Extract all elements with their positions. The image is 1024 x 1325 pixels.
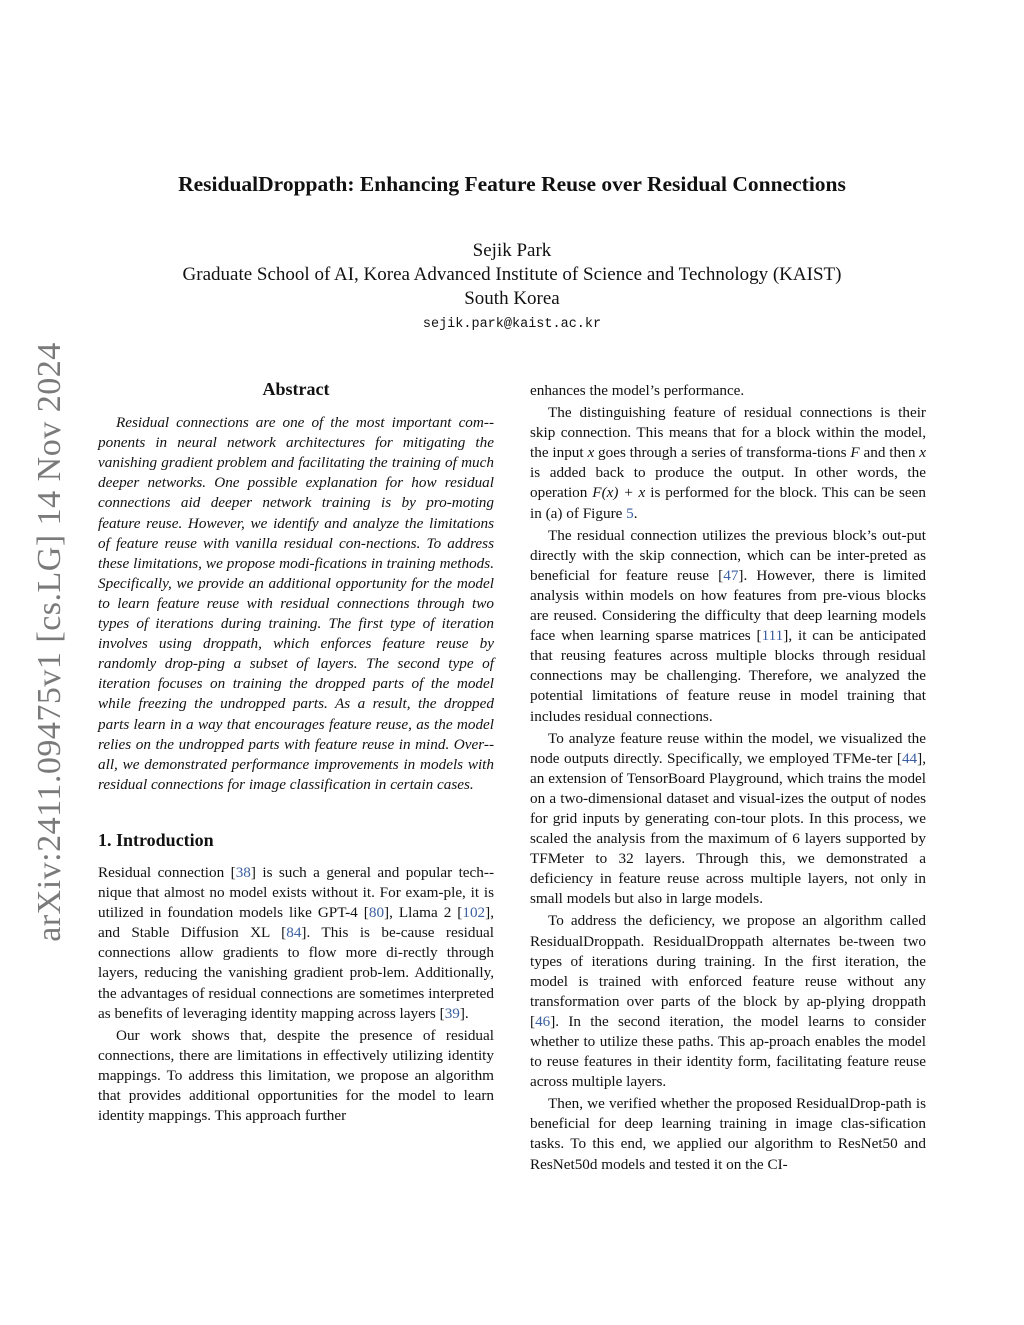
intro-paragraph-7: Then, we verified whether the proposed ResidualDrop-path is beneficial for deep learning training in image clas-sification tasks. To this end, we applied our algorithm to ResNet50 and ResNet50d models and tested it on the CI- [530, 1095, 926, 1173]
intro-paragraph-2: Our work shows that, despite the presence of residual connections, there are limitations in effectively utilizing identity mappings. To address this limitation, we propose an algorithm that provides additional opportunities for the model to learn identity mappings. This approach further [98, 1026, 494, 1125]
citation-link[interactable]: 84 [286, 924, 302, 942]
intro-paragraph-5: To analyze feature reuse within the model, we visualized the node outputs directly. Specifically, we employed TFMe-ter [44], an extension of TensorBoard Playground, which trains the model on a two-dimensional dataset and visual-izes the output of nodes for grid inputs by generating con-tour plots. In this process, we scaled the analysis from the maximum of 6 layers supported by TFMeter to 32 layers. Through this, we demonstrated a deficiency in feature reuse across multiple layers, not only in small models but also in large models. [530, 729, 926, 908]
intro-paragraph-3: The distinguishing feature of residual connections is their skip connection. This means that for a block within the model, the input x goes through a series of transforma-tions F and then x is added back to produce the output. In other words, the operation F(x) + x is performed for the block. This can be seen in (a) of Figure 5. [530, 404, 927, 522]
author-email[interactable]: sejik.park@kaist.ac.kr [422, 317, 602, 332]
arxiv-identifier: arXiv:2411.09475v1 [cs.LG] 14 Nov 2024 [31, 342, 68, 942]
math-expression: F(x) + x [592, 484, 646, 502]
citation-link[interactable]: 46 [535, 1012, 551, 1030]
figure-link[interactable]: 5 [626, 504, 634, 522]
intro-paragraph-1: Residual connection [38] is such a general and popular tech-nique that almost no model exists without it. For exam-ple, it is utilized in foundation models like GPT-4 [80], Llama 2 [102], and Stable Diffusion XL [84]. This is be-cause residual connections allow gradients to flow more di-rectly through layers, reducing the vanishing gradient prob-lem. Additionally, the advantages of residual connections are sometimes interpreted as benefits of leveraging identity mapping across layers [39]. [98, 863, 494, 1022]
citation-link[interactable]: 102 [462, 904, 486, 922]
intro-paragraph-4: The residual connection utilizes the previous block’s out-put directly with the skip connection, which can be inter-preted as beneficial for feature reuse [47]. However, there is limited analysis within models on how features from pre-vious blocks are reused. Considering the difficulty that deep learning models face when learning sparse matrices [111], it can be anticipated that reusing features across multiple blocks through residual connections may be challenging. Therefore, we analyzed the potential limitations of feature reuse in model training that includes residual connections. [530, 526, 926, 725]
section-heading-introduction: 1. Introduction [98, 829, 214, 850]
author-name: Sejik Park [472, 240, 552, 261]
intro-paragraph-6: To address the deficiency, we propose an algorithm called ResidualDroppath. ResidualDroppath alternates be-tween two types of iterations during training. In the first iteration, the model is trained with enforced feature reuse without any transformation over parts of the block by ap-plying droppath [46]. In the second iteration, the model learns to consider whether to utilize these paths. This ap-proach enables the model to reuse features in their identity form, facilitating feature reuse across multiple layers. [530, 912, 926, 1091]
math-variable: F [850, 444, 860, 462]
author-affiliation: Graduate School of AI, Korea Advanced Institute of Science and Technology (KAIST) [182, 264, 842, 285]
intro-paragraph-2-continued: enhances the model’s performance. [530, 382, 745, 399]
abstract-text: Residual connections are one of the most important com-ponents in neural network architectures for mitigating the vanishing gradient problem and facilitating the training of much deeper networks. One possible explanation for how residual connections aid deeper network training is by pro-moting feature reuse. However, we identify and analyze the limitations of feature reuse with vanilla residual con-nections. To address these limitations, we propose modi-fications in training methods. Specifically, we provide an additional opportunity for the model to learn feature reuse with residual connections through two types of iterations during training. The first type of iteration involves using droppath, which enforces feature reuse by randomly drop-ping a subset of layers. The second type of iteration focuses on training the dropped parts of the model while freezing the undropped parts. As a result, the dropped parts learn in a way that encourages feature reuse, as the model relies on the undropped parts with feature reuse in mind. Over-all, we demonstrated performance improvements in models with residual connections for image classification in certain cases. [98, 414, 494, 793]
right-column [530, 381, 926, 1175]
paper-title: ResidualDroppath: Enhancing Feature Reuse over Residual Connections [178, 172, 846, 196]
math-variable: x [919, 444, 927, 462]
citation-link[interactable]: 80 [368, 904, 385, 922]
left-column [98, 379, 494, 1126]
author-country: South Korea [464, 288, 560, 309]
citation-link[interactable]: 44 [901, 749, 918, 767]
abstract-heading: Abstract [262, 379, 330, 399]
math-variable: x [587, 444, 595, 462]
citation-link[interactable]: 111 [761, 627, 784, 645]
citation-link[interactable]: 47 [723, 566, 739, 584]
citation-link[interactable]: 39 [444, 1004, 460, 1022]
citation-link[interactable]: 38 [235, 863, 251, 881]
